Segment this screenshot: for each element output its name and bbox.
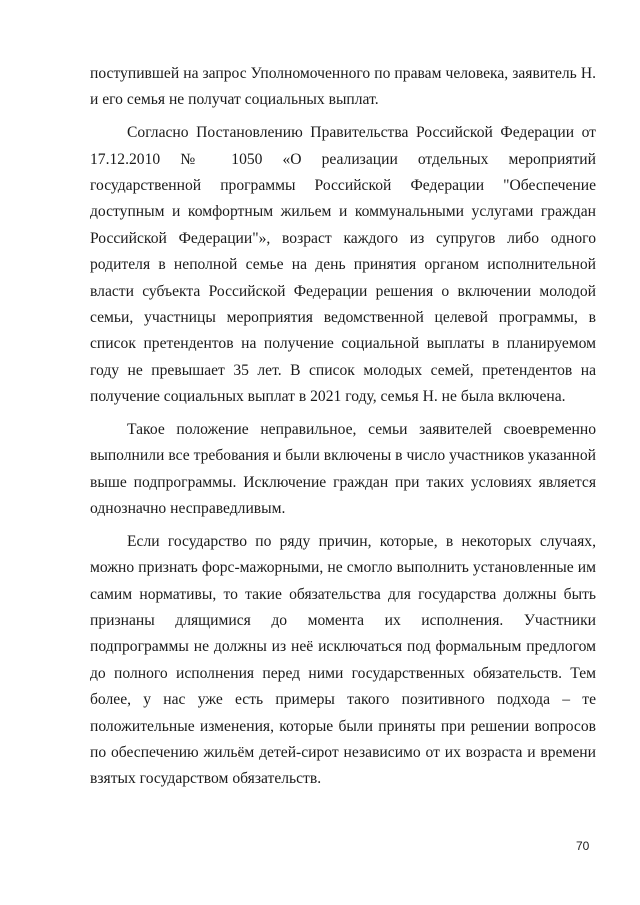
paragraph-obligations: Если государство по ряду причин, которые, в некоторых случаях, можно признать форс-мажорными, не смогло выполнить установленные им самим нормативы, то такие обязательства для государства должны быть признаны длящимися до момента их исполнения. Участники подпрограммы не должны из неё исключаться под формальным предлогом до полного исполнения перед ними государственных обязательств. Тем более, у нас уже есть примеры такого позитивного подхода – те положительные изменения, которые были приняты при решении вопросов по обеспечению жильём детей-сирот независимо от их возраста и времени взятых государством обязательств. bbox=[90, 532, 596, 788]
document-body bbox=[90, 61, 596, 799]
paragraph-situation: Такое положение неправильное, семьи заявителей своевременно выполнили все требования и были включены в число участников указанной выше подпрограммы. Исключение граждан при таких условиях является однозначно несправедливым. bbox=[90, 420, 596, 518]
page-number: 70 bbox=[576, 839, 590, 853]
paragraph-continuation: поступившей на запрос Уполномоченного по правам человека, заявитель Н. и его семья не получат социальных выплат. bbox=[90, 65, 596, 109]
paragraph-resolution: Согласно Постановлению Правительства Российской Федерации от 17.12.2010 № 1050 «О реализации отдельных мероприятий государственной программы Российской Федерации "Обеспечение доступным и комфортным жильем и коммунальными услугами граждан Российской Федерации"», возраст каждого из супругов либо одного родителя в неполной семье на день принятия органом исполнительной власти субъекта Российской Федерации решения о включении молодой семьи, участницы мероприятия ведомственной целевой программы, в список претендентов на получение социальной выплаты в планируемом году не превышает 35 лет. В список молодых семей, претендентов на получение социальных выплат в 2021 году, семья Н. не была включена. bbox=[90, 124, 596, 406]
